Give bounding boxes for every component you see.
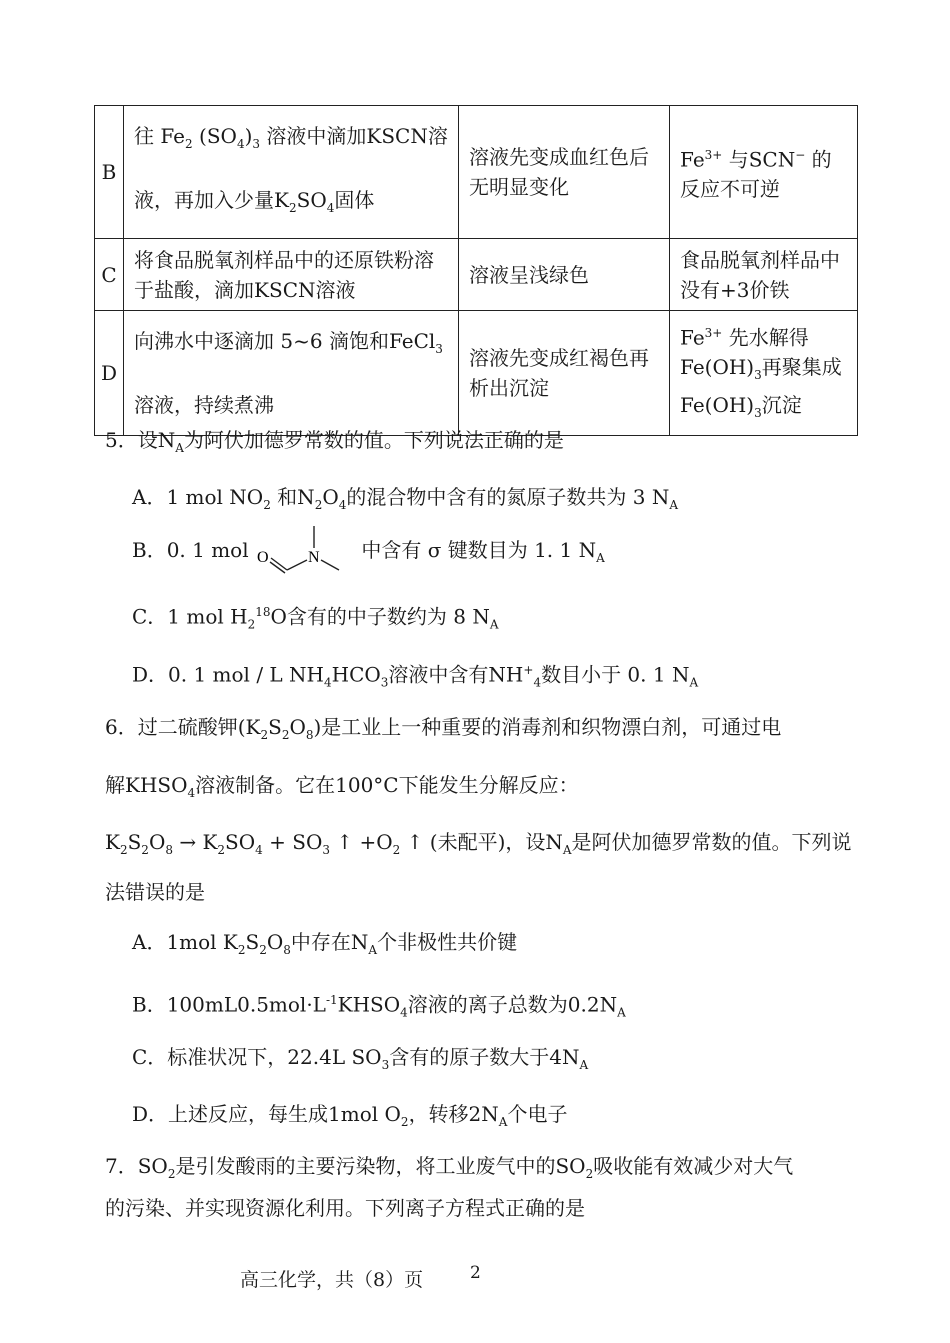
subscript: 4 bbox=[255, 843, 263, 857]
text-segment: ，转移2N bbox=[408, 1102, 499, 1126]
subscript: A bbox=[617, 1005, 626, 1020]
subscript: 4 bbox=[338, 498, 347, 512]
text-line-q6c bbox=[105, 828, 852, 864]
footer-text: 高三化学，共（8）页 bbox=[240, 1269, 424, 1291]
text-segment: 数目小于 0. 1 N bbox=[541, 662, 690, 687]
text-segment: 沉淀 bbox=[761, 393, 802, 418]
text-segment: 溶液的离子总数为0.2N bbox=[407, 992, 618, 1017]
text-segment: ↑ +O bbox=[330, 830, 393, 854]
text-segment: 法错误的是 bbox=[105, 880, 205, 904]
superscript: 3+ bbox=[704, 325, 723, 340]
operation-cell bbox=[124, 311, 459, 436]
text-line-q6C bbox=[132, 1043, 588, 1079]
text-line-q6d bbox=[105, 878, 205, 906]
subscript: 3 bbox=[252, 137, 261, 151]
text-segment: 往 Fe bbox=[134, 124, 186, 148]
text-segment: 溶液制备。它在100°C下能发生分解反应： bbox=[195, 773, 579, 797]
subscript: 8 bbox=[305, 728, 314, 742]
subscript: 2 bbox=[119, 843, 128, 857]
text-segment: KHSO bbox=[337, 992, 401, 1017]
text-segment: 吸收能有效减少对大气 bbox=[593, 1154, 794, 1178]
text-segment: 向沸水中逐滴加 5~6 滴饱和FeCl bbox=[134, 329, 436, 353]
subscript: 4 bbox=[400, 1005, 408, 1020]
subscript: 3 bbox=[322, 843, 331, 857]
text-segment: O含有的中子数约为 8 N bbox=[270, 604, 490, 629]
text-segment: S bbox=[127, 830, 142, 854]
subscript: 4 bbox=[236, 137, 245, 151]
subscript: 3 bbox=[380, 675, 389, 690]
text-line-q5c bbox=[132, 598, 499, 639]
subscript: 2 bbox=[263, 498, 271, 512]
text-segment: 溶液中滴加KSCN溶液，再加入少量K bbox=[134, 124, 448, 212]
subscript: 2 bbox=[259, 943, 267, 957]
text-segment: B．0. 1 mol bbox=[132, 538, 255, 562]
subscript: 3 bbox=[754, 368, 762, 383]
subscript: A bbox=[579, 1058, 589, 1072]
subscript: 2 bbox=[314, 498, 323, 512]
operation-cell bbox=[124, 239, 459, 311]
text-segment: (SO bbox=[192, 124, 237, 148]
svg-text:O: O bbox=[256, 548, 269, 566]
subscript: A bbox=[596, 551, 605, 565]
subscript: 2 bbox=[585, 1167, 594, 1181]
text-segment: HCO bbox=[331, 662, 381, 687]
subscript: 4 bbox=[324, 675, 332, 690]
svg-text:N: N bbox=[307, 548, 320, 566]
text-segment: Fe bbox=[680, 325, 705, 350]
dmf-structure-icon bbox=[255, 522, 355, 582]
text-segment: 个电子 bbox=[507, 1102, 568, 1126]
text-segment: S bbox=[245, 930, 260, 954]
text-segment: 再聚集成Fe(OH) bbox=[680, 355, 842, 418]
subscript: A bbox=[669, 498, 678, 512]
text-segment: → K bbox=[172, 830, 218, 854]
subscript: 3 bbox=[381, 1058, 390, 1072]
text-segment: 溶液呈浅绿色 bbox=[469, 262, 590, 287]
text-segment: A．1mol K bbox=[132, 930, 238, 954]
text-segment: 含有的原子数大于4N bbox=[389, 1045, 580, 1069]
text-line-q7 bbox=[105, 1152, 793, 1188]
text-line-q5b bbox=[132, 520, 605, 588]
text-segment: 是引发酸雨的主要污染物，将工业废气中的SO bbox=[175, 1154, 586, 1178]
experiment-table bbox=[94, 105, 858, 436]
text-segment: ) bbox=[244, 124, 253, 148]
row-label: C bbox=[95, 239, 124, 311]
conclusion-cell bbox=[670, 239, 858, 311]
subscript: 8 bbox=[283, 943, 291, 957]
text-line-q6B bbox=[132, 986, 626, 1027]
text-line-q6D bbox=[132, 1100, 567, 1136]
text-segment: A．1 mol NO bbox=[132, 485, 264, 509]
phenomenon-cell bbox=[459, 311, 670, 436]
subscript: 2 bbox=[260, 728, 269, 742]
text-segment: 固体 bbox=[334, 188, 375, 212]
text-segment: 的反应不可逆 bbox=[680, 147, 832, 202]
text-segment: 的混合物中含有的氮原子数共为 3 N bbox=[346, 485, 670, 509]
text-segment: SO bbox=[296, 188, 327, 212]
text-segment: 个非极性共价键 bbox=[377, 930, 518, 954]
superscript: + bbox=[523, 663, 534, 677]
subscript: 2 bbox=[141, 843, 149, 857]
text-segment: 中含有 σ 键数目为 1. 1 N bbox=[354, 538, 597, 562]
text-segment: B．100mL0.5mol·L bbox=[132, 992, 326, 1017]
phenomenon-cell bbox=[459, 106, 670, 239]
text-line-q6 bbox=[105, 713, 781, 749]
text-segment: 中存在N bbox=[290, 930, 369, 954]
superscript: − bbox=[795, 147, 806, 162]
text-segment: 7．SO bbox=[105, 1154, 168, 1178]
subscript: 4 bbox=[187, 786, 196, 800]
text-segment: O bbox=[148, 830, 166, 854]
subscript: 2 bbox=[289, 201, 297, 215]
row-label: B bbox=[95, 106, 124, 239]
text-segment: 与SCN bbox=[722, 147, 796, 172]
text-segment: + SO bbox=[262, 830, 323, 854]
text-segment: 溶液，持续煮沸 bbox=[134, 393, 275, 417]
text-segment: 和N bbox=[270, 485, 315, 509]
text-segment: Fe bbox=[680, 147, 705, 172]
text-segment: S bbox=[268, 715, 282, 739]
subscript: 3 bbox=[435, 342, 443, 356]
subscript: 2 bbox=[281, 728, 290, 742]
text-line-q6A bbox=[132, 928, 517, 964]
text-segment: C．1 mol H bbox=[132, 604, 248, 629]
subscript: 2 bbox=[237, 943, 246, 957]
superscript: 3+ bbox=[704, 147, 723, 162]
subscript: A bbox=[498, 1115, 508, 1129]
superscript: 18 bbox=[255, 605, 271, 619]
text-segment: ↑ (未配平)，设N bbox=[400, 830, 563, 854]
conclusion-cell bbox=[670, 311, 858, 436]
text-segment: O bbox=[289, 715, 306, 739]
subscript: 4 bbox=[533, 675, 542, 690]
conclusion-cell bbox=[670, 106, 858, 239]
text-segment: 溶液先变成红褐色再析出沉淀 bbox=[469, 346, 650, 400]
text-line-q5 bbox=[105, 426, 564, 462]
text-segment: D．上述反应，每生成1mol O bbox=[132, 1102, 401, 1126]
page-number: 2 bbox=[470, 1263, 481, 1283]
table-row-d bbox=[95, 311, 858, 436]
text-segment: SO bbox=[225, 830, 256, 854]
subscript: 2 bbox=[167, 1167, 176, 1181]
subscript: 2 bbox=[217, 843, 226, 857]
text-segment: 溶液先变成血红色后无明显变化 bbox=[469, 145, 650, 199]
row-label: D bbox=[95, 311, 124, 436]
text-segment: 食品脱氧剂样品中没有+3价铁 bbox=[680, 247, 841, 302]
text-line-q5d bbox=[132, 656, 698, 697]
text-line-q7b bbox=[105, 1194, 585, 1222]
superscript: -1 bbox=[325, 993, 338, 1007]
subscript: A bbox=[489, 617, 499, 632]
phenomenon-cell bbox=[459, 239, 670, 311]
subscript: A bbox=[689, 675, 699, 690]
text-line-q6b bbox=[105, 771, 579, 807]
text-segment: D．0. 1 mol / L NH bbox=[132, 662, 324, 687]
text-segment: O bbox=[322, 485, 339, 509]
text-segment: K bbox=[105, 830, 120, 854]
subscript: A bbox=[175, 441, 184, 455]
subscript: 3 bbox=[754, 406, 762, 421]
text-segment: 溶液中含有NH bbox=[388, 662, 524, 687]
text-segment: )是工业上一种重要的消毒剂和织物漂白剂，可通过电 bbox=[313, 715, 782, 739]
text-line-q5a bbox=[132, 483, 678, 519]
subscript: A bbox=[562, 843, 572, 857]
subscript: 8 bbox=[165, 843, 173, 857]
table-row-c bbox=[95, 239, 858, 311]
text-segment: 解KHSO bbox=[105, 773, 188, 797]
text-segment: C．标准状况下，22.4L SO bbox=[132, 1045, 382, 1069]
subscript: 2 bbox=[247, 617, 256, 632]
text-segment: 5．设N bbox=[105, 428, 176, 452]
operation-cell bbox=[124, 106, 459, 239]
text-segment: O bbox=[266, 930, 284, 954]
text-segment: 的污染、并实现资源化利用。下列离子方程式正确的是 bbox=[105, 1196, 585, 1220]
subscript: 2 bbox=[185, 137, 193, 151]
text-segment: 6．过二硫酸钾(K bbox=[105, 715, 261, 739]
table-row-b bbox=[95, 106, 858, 239]
subscript: 2 bbox=[400, 1115, 409, 1129]
subscript: 2 bbox=[392, 843, 401, 857]
text-segment: 是阿伏加德罗常数的值。下列说 bbox=[571, 830, 852, 854]
text-segment: 先水解得Fe(OH) bbox=[680, 325, 809, 380]
text-segment: 为阿伏加德罗常数的值。下列说法正确的是 bbox=[183, 428, 564, 452]
subscript: 4 bbox=[326, 201, 335, 215]
text-segment: 将食品脱氧剂样品中的还原铁粉溶于盐酸，滴加KSCN溶液 bbox=[134, 247, 435, 302]
subscript: A bbox=[368, 943, 378, 957]
